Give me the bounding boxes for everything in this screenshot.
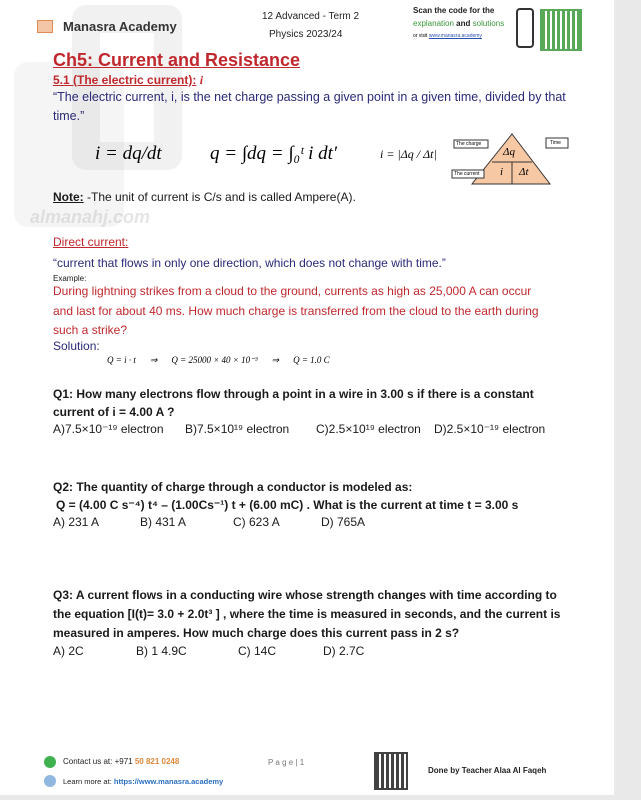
triangle-time: Δt	[519, 166, 529, 178]
phone-number[interactable]: 50 821 0248	[134, 757, 180, 766]
formula-integral: q = ∫dq = ∫₀ᵗ i dt′	[210, 143, 338, 164]
q3-option-b: B) 1 4.9C	[136, 644, 187, 658]
example-text: such a strike?	[53, 323, 128, 337]
q1-text: current of i = 4.00 A ?	[53, 405, 175, 419]
q3-option-c: C) 14C	[238, 644, 277, 658]
arrow-icon: ⇒	[271, 355, 280, 365]
q3-text: the equation [I(t)= 3.0 + 2.0t³ ] , where the time is measured in seconds, and the current is	[53, 607, 561, 621]
visit-text: or visit	[413, 33, 428, 39]
q1-option-c: C)2.5×10¹⁹ electron	[316, 422, 421, 436]
telegram-qr-code-icon[interactable]	[374, 752, 408, 790]
direct-current-heading: Direct current:	[53, 235, 129, 249]
author-credit: Done by Teacher Alaa Al Faqeh	[428, 766, 547, 775]
q2-option-d: D) 765A	[321, 515, 366, 529]
q3-option-d: D) 2.7C	[323, 644, 365, 658]
scan-text: Scan the code for the	[413, 6, 495, 15]
example-text: and last for about 40 ms. How much charge is transferred from the cloud to the earth during	[53, 304, 539, 318]
example-text: During lightning strikes from a cloud to the ground, currents as high as 25,000 A can occur	[53, 284, 532, 298]
q1-option-a: A)7.5×10⁻¹⁹ electron	[53, 422, 164, 436]
q3-text: measured in amperes. How much charge does this current pass in 2 s?	[53, 626, 460, 640]
solution-step: Q = 25000 × 40 × 10⁻³	[171, 355, 258, 365]
learn-more-label: Learn more at:	[63, 777, 112, 786]
q2-text: Q2: The quantity of charge through a conductor is modeled as:	[53, 480, 413, 494]
qr-code-icon[interactable]	[540, 9, 582, 51]
whatsapp-icon	[44, 756, 56, 768]
q2-equation: Q = (4.00 C s⁻⁴) t⁴ – (1.00Cs⁻¹) t + (6.00 mC) . What is the current at time t = 3.00 s	[56, 498, 519, 512]
chapter-title: Ch5: Current and Resistance	[53, 50, 301, 70]
phone-tap-icon	[516, 8, 534, 48]
solution-result: Q = 1.0 C	[293, 355, 330, 365]
triangle-current-label: The current	[454, 171, 480, 177]
q3-option-a: A) 2C	[53, 644, 84, 658]
solution-label: Solution:	[53, 339, 100, 353]
scan-text: explanation	[413, 19, 454, 28]
triangle-charge-label: The charge	[456, 141, 482, 147]
section-symbol: i	[199, 73, 204, 87]
subject-label: Physics 2023/24	[269, 29, 343, 40]
current-definition: “The electric current, i, is the net charge passing a given point in a given time, divided by that	[53, 90, 566, 104]
example-label: Example:	[53, 274, 87, 283]
formula-average: i = |Δq / Δt|	[380, 147, 437, 161]
website-link[interactable]: https://www.manasra.academy	[113, 777, 224, 786]
course-label: 12 Advanced - Term 2	[262, 11, 360, 22]
triangle-current: i	[500, 166, 504, 178]
note-label: Note:	[53, 190, 84, 204]
formula-derivative: i = dq/dt	[95, 143, 162, 164]
scan-text: and	[456, 19, 471, 28]
triangle-time-label: Time	[550, 140, 561, 146]
q1-option-b: B)7.5×10¹⁹ electron	[185, 422, 290, 436]
www-globe-icon	[44, 775, 56, 787]
direct-current-definition: “current that flows in only one direction, which does not change with time.”	[53, 256, 446, 270]
q2-option-c: C) 623 A	[233, 515, 280, 529]
almanahj-watermark: almanahj.com	[30, 207, 151, 227]
note-text: -The unit of current is C/s and is called Ampere(A).	[83, 190, 356, 204]
arrow-icon: ⇒	[149, 355, 158, 365]
visit-link[interactable]: www.manasra.academy	[428, 33, 482, 39]
scan-text: solutions	[472, 19, 505, 28]
solution-step: Q = i · t	[107, 355, 136, 365]
brand-name: Manasra Academy	[63, 19, 177, 34]
q1-option-d: D)2.5×10⁻¹⁹ electron	[434, 422, 546, 436]
triangle-charge: Δq	[503, 146, 515, 158]
current-definition-end: time.”	[53, 109, 85, 123]
q1-text: Q1: How many electrons flow through a point in a wire in 3.00 s if there is a constant	[53, 387, 534, 401]
contact-label: Contact us at: +971	[63, 757, 133, 766]
section-heading: 5.1 (The electric current):	[53, 73, 197, 87]
page-number: P a g e | 1	[268, 758, 305, 767]
q2-option-b: B) 431 A	[140, 515, 187, 529]
q2-option-a: A) 231 A	[53, 515, 100, 529]
q3-text: Q3: A current flows in a conducting wire whose strength changes with time according to	[53, 588, 557, 602]
laptop-logo-icon	[37, 20, 53, 33]
